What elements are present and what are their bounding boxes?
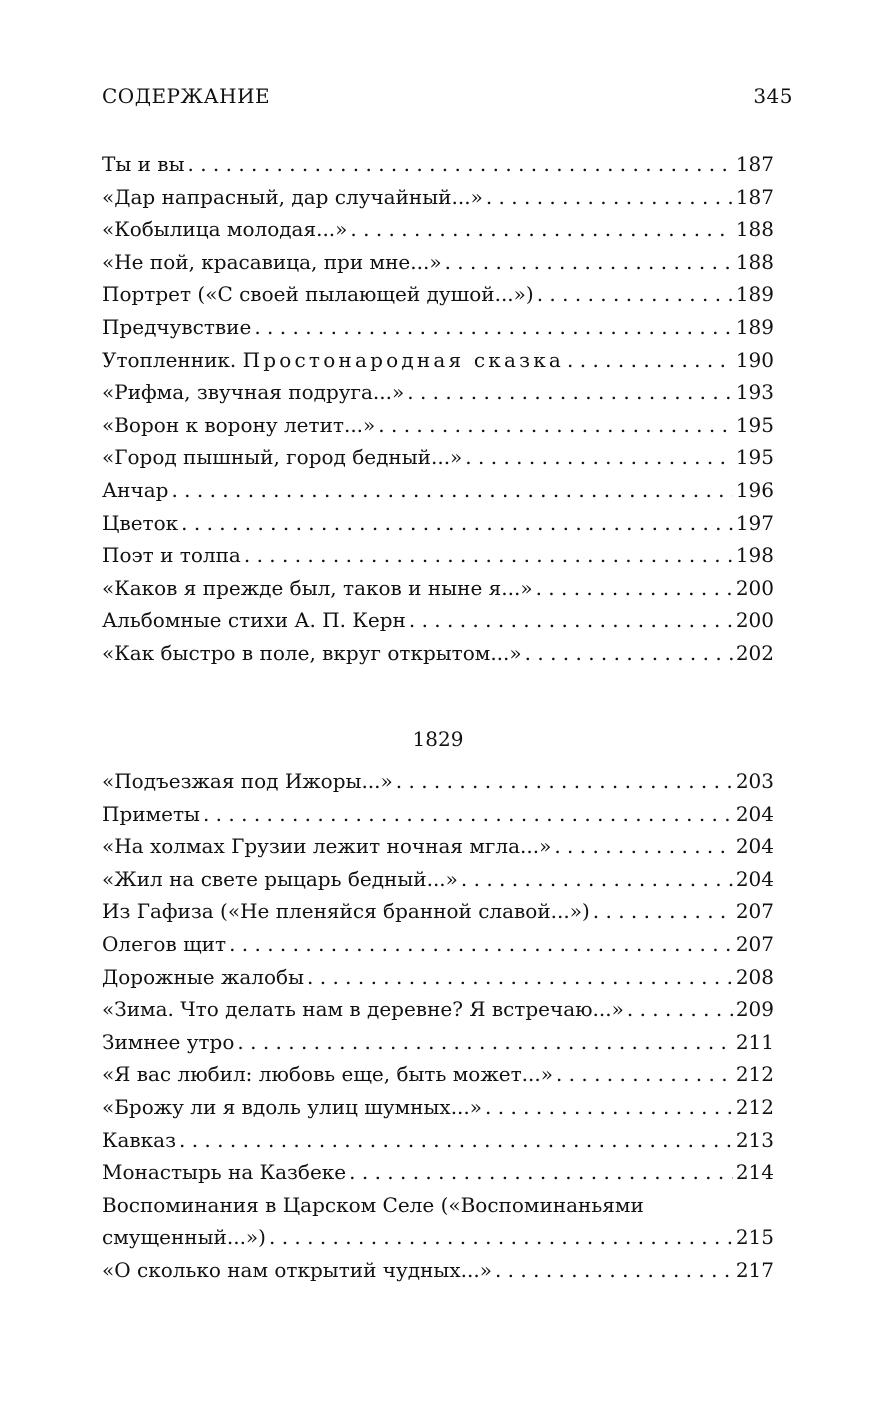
toc-entry[interactable]: «Каков я прежде был, таков и ныне я...» . . . 200 xyxy=(102,572,774,605)
dot-leader xyxy=(536,572,733,605)
toc-entry[interactable]: Альбомные стихи А. П. Керн . . . 200 xyxy=(102,604,774,637)
dot-leader xyxy=(171,474,732,507)
dot-leader xyxy=(461,863,733,896)
toc-section-1 xyxy=(102,148,774,670)
toc-entry[interactable]: Портрет («С своей пылающей душой...») . . . 189 xyxy=(102,278,774,311)
toc-entry[interactable]: Монастырь на Казбеке . . . 214 xyxy=(102,1156,774,1189)
dot-leader xyxy=(486,181,733,214)
toc-entry[interactable]: «Брожу ли я вдоль улиц шумных...» . . . 212 xyxy=(102,1091,774,1124)
dot-leader xyxy=(378,409,733,442)
toc-entry[interactable]: Анчар . . . 196 xyxy=(102,474,774,507)
toc-entry[interactable]: «Не пой, красавица, при мне...» . . . 188 xyxy=(102,246,774,279)
dot-leader xyxy=(407,376,733,409)
dot-leader xyxy=(485,1091,733,1124)
toc-entry[interactable]: «Город пышный, город бедный...» . . . 195 xyxy=(102,441,774,474)
toc-entry[interactable]: Олегов щит . . . 207 xyxy=(102,928,774,961)
toc-entry[interactable]: Кавказ . . . 213 xyxy=(102,1124,774,1157)
dot-leader xyxy=(229,928,733,961)
toc-entry[interactable]: «Жил на свете рыцарь бедный...» . . . 204 xyxy=(102,863,774,896)
dot-leader xyxy=(237,1026,732,1059)
dot-leader xyxy=(495,1254,733,1287)
toc-entry[interactable]: Воспоминания в Царском Селе («Воспоминаньями xyxy=(102,1192,644,1217)
dot-leader xyxy=(554,830,732,863)
dot-leader xyxy=(525,637,733,670)
toc-entry[interactable]: «Рифма, звучная подруга...» . . . 193 xyxy=(102,376,774,409)
toc-entry[interactable]: Зимнее утро . . . 211 xyxy=(102,1026,774,1059)
dot-leader xyxy=(187,148,732,181)
dot-leader xyxy=(244,539,733,572)
dot-leader xyxy=(349,1156,733,1189)
toc-entry-continuation[interactable]: смущенный...») . . . 215 xyxy=(102,1221,774,1254)
dot-leader xyxy=(445,246,733,279)
dot-leader xyxy=(179,1124,733,1157)
toc-entry[interactable]: «Зима. Что делать нам в деревне? Я встречаю...» . . . 209 xyxy=(102,993,774,1026)
dot-leader xyxy=(409,604,733,637)
toc-entry[interactable]: Ты и вы . . . 187 xyxy=(102,148,774,181)
toc-entry[interactable]: Приметы . . . 204 xyxy=(102,798,774,831)
dot-leader xyxy=(593,895,733,928)
toc-entry[interactable]: «Кобылица молодая...» . . . 188 xyxy=(102,213,774,246)
toc-entry[interactable]: «Подъезжая под Ижоры...» . . . 203 xyxy=(102,765,774,798)
toc-entry[interactable]: Из Гафиза («Не пленяйся бранной славой...») . . . 207 xyxy=(102,895,774,928)
dot-leader xyxy=(307,961,733,994)
toc-entry[interactable]: «Дар напрасный, дар случайный...» . . . 187 xyxy=(102,181,774,214)
dot-leader xyxy=(627,993,733,1026)
toc-entry[interactable]: Поэт и толпа . . . 198 xyxy=(102,539,774,572)
dot-leader xyxy=(203,798,733,831)
dot-leader xyxy=(350,213,732,246)
dot-leader xyxy=(269,1221,733,1254)
running-title: СОДЕРЖАНИЕ xyxy=(102,84,271,108)
toc-entry[interactable]: Утопленник. Простонародная сказка . . . 190 xyxy=(102,344,774,377)
toc-entry[interactable]: Цветок . . . 197 xyxy=(102,507,774,540)
toc-entry[interactable]: «Как быстро в поле, вкруг открытом...» . . . 202 xyxy=(102,637,774,670)
dot-leader xyxy=(537,278,733,311)
dot-leader xyxy=(465,441,733,474)
dot-leader xyxy=(181,507,733,540)
toc-entry[interactable]: «О сколько нам открытий чудных...» . . . 217 xyxy=(102,1254,774,1287)
toc-section-2 xyxy=(102,765,774,1287)
dot-leader xyxy=(396,765,733,798)
page-header xyxy=(102,84,793,116)
toc-entry[interactable]: Предчувствие . . . 189 xyxy=(102,311,774,344)
toc-entry[interactable]: «Я вас любил: любовь еще, быть может...» . . . 212 xyxy=(102,1058,774,1091)
toc-entry[interactable]: Дорожные жалобы . . . 208 xyxy=(102,961,774,994)
entry-subtitle: Простонародная сказка xyxy=(242,347,565,372)
section-year-heading: 1829 xyxy=(412,727,464,751)
page-number: 345 xyxy=(753,84,793,108)
dot-leader xyxy=(567,344,733,377)
dot-leader xyxy=(254,311,732,344)
toc-entry[interactable]: «Ворон к ворону летит...» . . . 195 xyxy=(102,409,774,442)
dot-leader xyxy=(556,1058,733,1091)
toc-entry[interactable]: «На холмах Грузии лежит ночная мгла...» . . . 204 xyxy=(102,830,774,863)
